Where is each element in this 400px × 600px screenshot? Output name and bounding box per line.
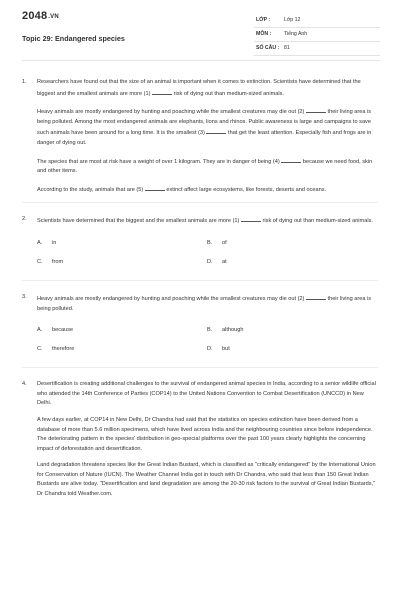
text-segment: The species that are most at risk have a weight of over 1 kilogram. They are in danger of being (4): [37, 158, 280, 165]
site-logo[interactable]: [22, 10, 59, 22]
option-text: at: [222, 258, 227, 265]
text-segment: their living area is being polluted.: [37, 295, 372, 312]
text-segment: Scientists have determined that the biggest and the smallest animals are more (1): [37, 218, 240, 225]
option-letter: D.: [207, 346, 213, 353]
meta-count-label: SỐ CÂU :: [256, 45, 280, 51]
answer-option[interactable]: [37, 345, 207, 364]
divider: [254, 55, 380, 56]
question-divider: [22, 202, 378, 203]
option-letter: D.: [207, 258, 213, 265]
answer-blank: [206, 127, 226, 134]
answer-option[interactable]: [207, 258, 377, 277]
answer-blank: [241, 215, 261, 222]
question-paragraph: [37, 293, 377, 314]
option-letter: B.: [207, 239, 213, 246]
option-text: of: [222, 239, 227, 246]
option-text: from: [52, 258, 64, 265]
question-4: [0, 380, 400, 500]
answer-options: [37, 239, 377, 277]
text-segment: Desertification is creating additional challenges to the survival of endangered animal species in India, according to a senior wildlife official who attended the 14th Conference of Parties (COP14) to the United Nations Convention to Combat Desertification (UNCCD) in New Delhi.: [37, 381, 376, 407]
question-text: [37, 293, 377, 364]
answer-blank: [281, 156, 301, 163]
text-segment: Heavy animals are mostly endangered by hunting and poaching while the smallest creatures may die out (2): [37, 109, 305, 116]
meta-subject-value: Tiếng Anh: [284, 31, 308, 37]
option-text: in: [52, 239, 57, 246]
question-paragraph: [37, 156, 377, 177]
answer-option[interactable]: [37, 239, 207, 258]
question-list: [0, 78, 400, 507]
text-segment: Land degradation threatens species like the Great Indian Bustard, which is classified as "critically endangered" by the International Union for Conservation of Nature (IUCN). The Weather Channel India got in touch with Dr Chandra, who said that less than 150 Great Indian Bustards are alive today. "Desertification and land degradation are among the 20-30 risk factors to the survival of Great Indian Bustards," Dr Chandra told Weather.com.: [37, 462, 376, 498]
question-number: 2.: [22, 216, 27, 223]
question-divider: [22, 280, 378, 281]
answer-option[interactable]: [37, 326, 207, 345]
question-number: 1.: [22, 79, 27, 85]
option-text: because: [52, 327, 74, 334]
question-number: 4.: [22, 381, 27, 388]
question-1: [0, 78, 400, 195]
meta-class-label: LỚP :: [256, 17, 271, 23]
question-paragraph: [37, 461, 377, 499]
question-paragraph: [37, 215, 377, 227]
answer-blank: [306, 106, 326, 113]
question-paragraph: [37, 380, 377, 409]
meta-count-value: 81: [284, 45, 290, 51]
answer-blank: [145, 184, 165, 191]
answer-option[interactable]: [207, 345, 377, 364]
meta-class-value: Lớp 12: [284, 17, 301, 23]
question-paragraph: [37, 416, 377, 454]
text-segment: A few days earlier, at COP14 in New Delhi, Dr Chandra had said that the statistics on species extinction have been derived from a database of more than 5.6 million specimens, which have lived across India and the neighbouring countries since before independence. The deteriorating pattern in the species' distribution in geo-special platforms over the past 100 years clearly highlights the concerning impact of deforestation and desertification.: [37, 416, 373, 452]
text-segment: According to the study, animals that are (5): [37, 186, 144, 193]
answer-options: [37, 326, 377, 364]
answer-option[interactable]: [37, 258, 207, 277]
meta-subject-label: MÔN :: [256, 31, 272, 37]
text-segment: that get the least attention. Especially fish and frogs are in danger of dying out.: [37, 130, 372, 146]
answer-blank: [306, 293, 326, 300]
logo-suffix: .VN: [48, 14, 59, 20]
option-letter: C.: [37, 346, 43, 353]
question-divider: [22, 367, 378, 368]
divider: [254, 27, 380, 28]
text-segment: risk of dying out than medium-sized animals.: [173, 90, 284, 97]
option-letter: A.: [37, 239, 43, 246]
question-text: [37, 78, 377, 195]
option-text: although: [222, 327, 244, 334]
text-segment: risk of dying out than medium-sized animals.: [262, 218, 373, 225]
answer-option[interactable]: [207, 239, 377, 258]
text-segment: because we need food, skin and other items.: [37, 158, 373, 175]
question-text: [37, 380, 377, 500]
option-text: but: [222, 346, 230, 353]
text-segment: their living area is being polluted. Among the most endangered animals are elephants, lions and rhinos. Public awareness is large and campaigns to save such animals have been around for a long time. It is the smallest (3): [37, 109, 372, 137]
page-header: [0, 0, 400, 66]
answer-option[interactable]: [207, 326, 377, 345]
question-paragraph: [37, 78, 377, 99]
text-segment: Heavy animals are mostly endangered by hunting and poaching while the smallest creatures may die out (2): [37, 295, 305, 302]
option-text: therefore: [52, 346, 75, 353]
question-number: 3.: [22, 293, 27, 300]
header-divider: [22, 60, 380, 61]
question-3: [0, 293, 400, 364]
divider: [254, 41, 380, 42]
page-title: Topic 29: Endangered species: [22, 34, 125, 43]
option-letter: A.: [37, 327, 43, 334]
question-text: [37, 215, 377, 277]
question-2: [0, 215, 400, 277]
text-segment: extinct affect large ecosystems, like forests, deserts and oceans.: [166, 186, 327, 193]
text-segment: Researchers have found out that the size of an animal is important when it comes to extinction. Scientists have determined that the biggest and the smallest animals are more (1): [37, 79, 361, 97]
question-paragraph: [37, 184, 377, 196]
option-letter: C.: [37, 258, 43, 265]
option-letter: B.: [207, 327, 213, 334]
logo-text: 2048: [22, 10, 48, 22]
answer-blank: [152, 88, 172, 95]
question-paragraph: [37, 106, 377, 148]
